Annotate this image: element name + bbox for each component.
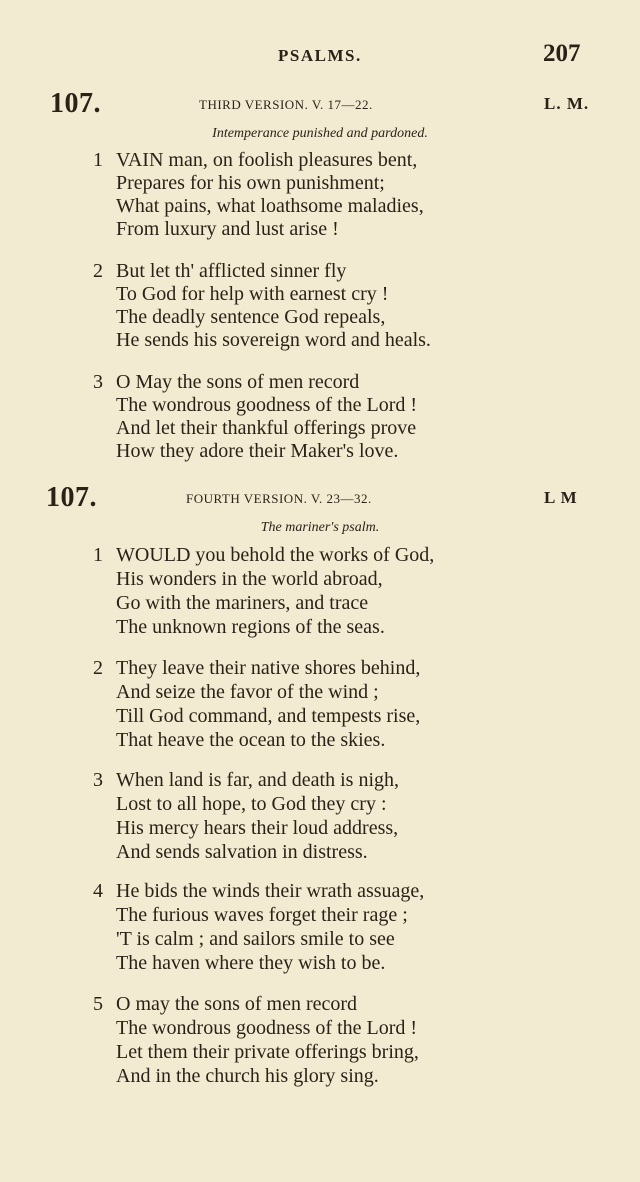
- verse-line: When land is far, and death is nigh,: [116, 769, 400, 791]
- verse-line: But let th' afflicted sinner fly: [116, 260, 347, 282]
- stanza-number: 1: [93, 544, 103, 566]
- verse-line: How they adore their Maker's love.: [116, 440, 399, 462]
- verse-line: The wondrous goodness of the Lord !: [116, 394, 418, 416]
- verse-line: The unknown regions of the seas.: [116, 616, 385, 638]
- verse-line: He sends his sovereign word and heals.: [116, 329, 431, 351]
- stanza-number: 1: [93, 149, 103, 171]
- hymn-number: 107.: [46, 482, 97, 513]
- verse-line: His wonders in the world abroad,: [116, 568, 383, 590]
- verse-line: Let them their private offerings bring,: [116, 1041, 419, 1063]
- stanza-number: 5: [93, 993, 103, 1015]
- verse-line: They leave their native shores behind,: [116, 657, 421, 679]
- hymn-number: 107.: [50, 88, 101, 119]
- verse-line: The furious waves forget their rage ;: [116, 904, 408, 926]
- verse-line: That heave the ocean to the skies.: [116, 729, 386, 751]
- running-head: [0, 40, 640, 70]
- verse-line: O may the sons of men record: [116, 993, 358, 1015]
- verse-line: O May the sons of men record: [116, 371, 360, 393]
- verse-line: The deadly sentence God repeals,: [116, 306, 386, 328]
- stanza-number: 2: [93, 657, 103, 679]
- verse-line: What pains, what loathsome maladies,: [116, 195, 424, 217]
- verse-line: Go with the mariners, and trace: [116, 592, 369, 614]
- stanza-number: 4: [93, 880, 103, 902]
- verse-line: To God for help with earnest cry !: [116, 283, 389, 305]
- verse-line: He bids the winds their wrath assuage,: [116, 880, 425, 902]
- verse-line: WOULD you behold the works of God,: [116, 544, 435, 566]
- verse-line: Prepares for his own punishment;: [116, 172, 385, 194]
- verse-line: And seize the favor of the wind ;: [116, 681, 379, 703]
- verse-line: The wondrous goodness of the Lord !: [116, 1017, 418, 1039]
- version-heading: FOURTH VERSION. V. 23—32.: [186, 491, 372, 506]
- verse-line: And sends salvation in distress.: [116, 841, 368, 863]
- verse-line: And in the church his glory sing.: [116, 1065, 379, 1087]
- verse-line: The haven where they wish to be.: [116, 952, 386, 974]
- page-number: 207: [543, 40, 581, 67]
- stanza-number: 3: [93, 371, 103, 393]
- verse-line: His mercy hears their loud address,: [116, 817, 399, 839]
- verse-line: From luxury and lust arise !: [116, 218, 339, 240]
- verse-line: Lost to all hope, to God they cry :: [116, 793, 387, 815]
- hymn-subtitle: The mariner's psalm.: [260, 520, 380, 535]
- stanza-number: 3: [93, 769, 103, 791]
- verse-line: Till God command, and tempests rise,: [116, 705, 421, 727]
- hymn-subtitle: Intemperance punished and pardoned.: [212, 126, 428, 141]
- stanza-number: 2: [93, 260, 103, 282]
- running-title: PSALMS.: [278, 46, 362, 65]
- verse-line: And let their thankful offerings prove: [116, 417, 417, 439]
- version-heading: THIRD VERSION. V. 17—22.: [199, 97, 373, 112]
- meter: L M: [544, 488, 578, 507]
- verse-line: 'T is calm ; and sailors smile to see: [116, 928, 395, 950]
- verse-line: VAIN man, on foolish pleasures bent,: [116, 149, 418, 171]
- meter: L. M.: [544, 94, 590, 113]
